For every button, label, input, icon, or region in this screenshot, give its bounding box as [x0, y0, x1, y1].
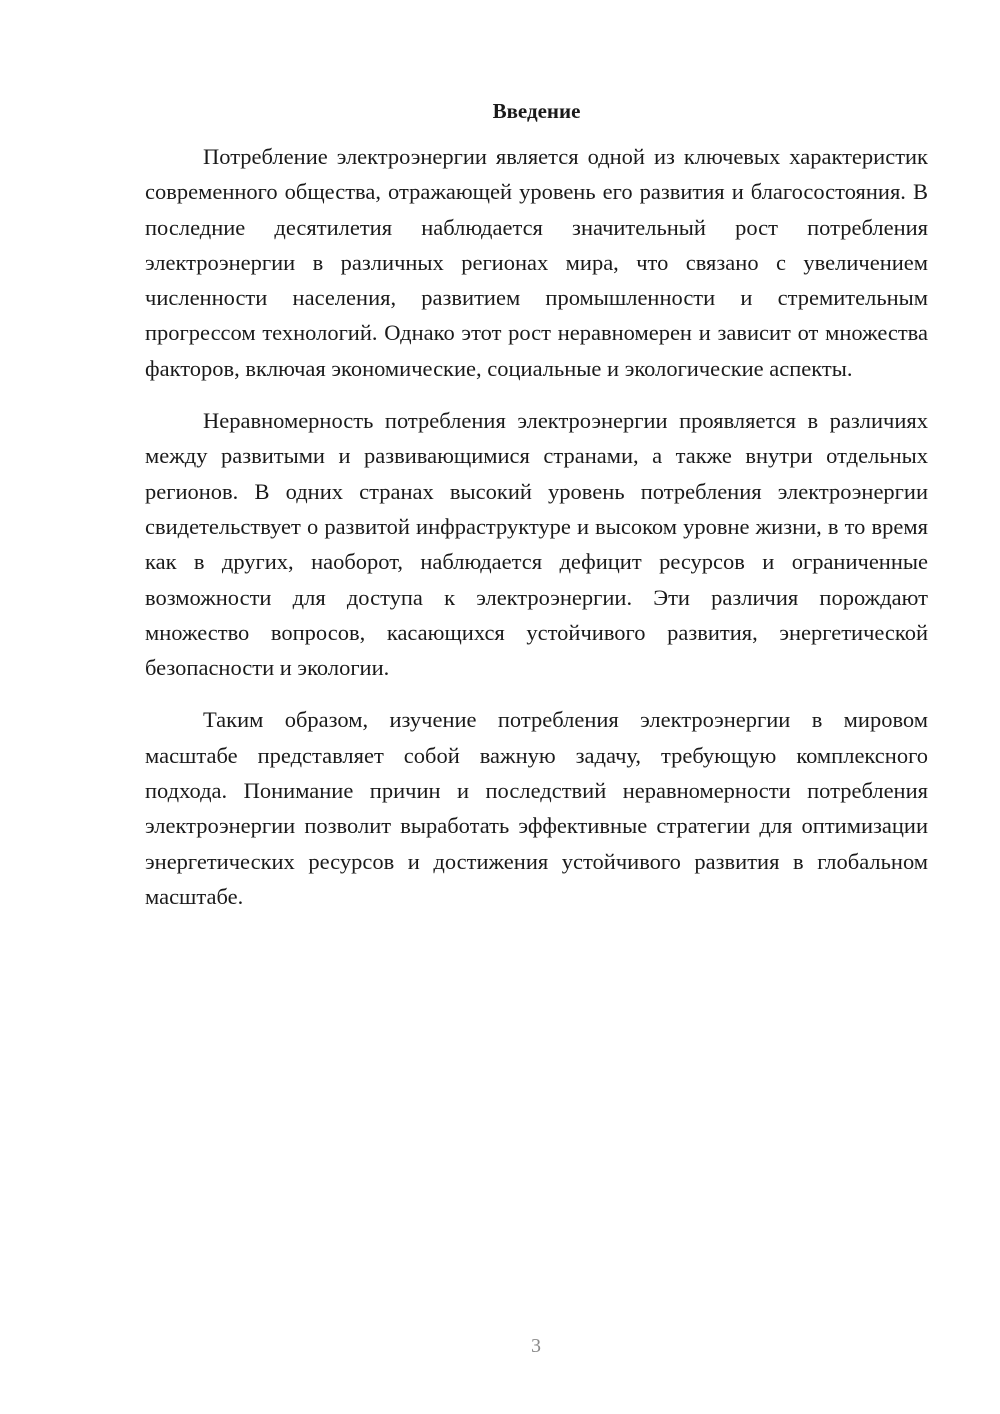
page-content	[145, 96, 928, 931]
page-number: 3	[531, 1335, 541, 1357]
paragraph-3: Таким образом, изучение потребления электроэнергии в мировом масштабе представляет собой важную задачу, требующую комплексного подхода. Понимание причин и последствий неравномерности потребления электроэнергии позволит выработать эффективные стратегии для оптимизации энергетических ресурсов и достижения устойчивого развития в глобальном масштабе.	[145, 707, 928, 909]
paragraph-1: Потребление электроэнергии является одной из ключевых характеристик современного общества, отражающей уровень его развития и благосостояния. В последние десятилетия наблюдается значительный рост потребления электроэнергии в различных регионах мира, что связано с увеличением численности населения, развитием промышленности и стремительным прогрессом технологий. Однако этот рост неравномерен и зависит от множества факторов, включая экономические, социальные и экологические аспекты.	[145, 144, 928, 381]
paragraph-2: Неравномерность потребления электроэнергии проявляется в различиях между развитыми и развивающимися странами, а также внутри отдельных регионов. В одних странах высокий уровень потребления электроэнергии свидетельствует о развитой инфраструктуре и высоком уровне жизни, в то время как в других, наоборот, наблюдается дефицит ресурсов и ограниченные возможности для доступа к электроэнергии. Эти различия порождают множество вопросов, касающихся устойчивого развития, энергетической безопасности и экологии.	[145, 408, 928, 681]
section-title: Введение	[492, 99, 581, 123]
